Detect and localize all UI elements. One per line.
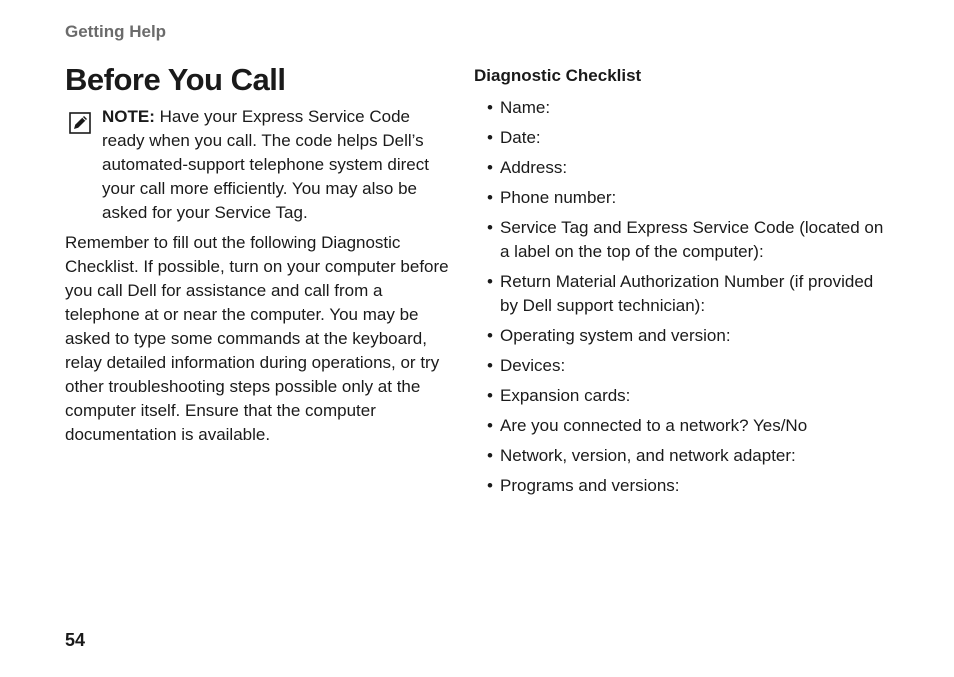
checklist-item-text: Phone number: [500, 188, 617, 207]
checklist-title: Diagnostic Checklist [474, 66, 642, 85]
body-paragraph: Remember to fill out the following Diagnostic Checklist. If possible, turn on your computer before you call Dell for assistance and call from a telephone at or near the computer. You may be asked to type some commands at the keyboard, relay detailed information during operations, or try other troubleshooting steps possible only at the computer itself. Ensure that the computer documentation is available. [65, 233, 449, 444]
checklist-item-text: Are you connected to a network? Yes/No [500, 416, 808, 435]
bullet: • [487, 416, 493, 435]
section-header: Getting Help [65, 22, 167, 41]
bullet: • [487, 386, 493, 405]
bullet: • [487, 356, 493, 375]
checklist-item [487, 216, 887, 264]
checklist-item-text: Return Material Authorization Number (if provided by Dell support technician): [500, 272, 874, 315]
bullet: • [487, 128, 493, 147]
checklist-item-text: Devices: [500, 356, 566, 375]
checklist-item [487, 186, 887, 210]
checklist-item-text: Programs and versions: [500, 476, 680, 495]
note-block [65, 105, 455, 225]
bullet: • [487, 476, 493, 495]
bullet: • [487, 158, 493, 177]
note-pencil-icon [69, 112, 91, 134]
checklist-item-text: Service Tag and Express Service Code (located on a label on the top of the computer): [500, 218, 884, 261]
checklist-item [487, 444, 887, 468]
diagnostic-checklist [487, 96, 887, 504]
bullet: • [487, 446, 493, 465]
checklist-item [487, 96, 887, 120]
bullet: • [487, 98, 493, 117]
checklist-item-text: Network, version, and network adapter: [500, 446, 796, 465]
checklist-item-text: Date: [500, 128, 541, 147]
checklist-item-text: Expansion cards: [500, 386, 631, 405]
note-label: NOTE: [102, 107, 155, 126]
checklist-item [487, 324, 887, 348]
checklist-item-text: Address: [500, 158, 568, 177]
checklist-item [487, 126, 887, 150]
checklist-item-text: Operating system and version: [500, 326, 731, 345]
bullet: • [487, 272, 493, 291]
checklist-item [487, 354, 887, 378]
checklist-item [487, 414, 887, 438]
checklist-item [487, 474, 887, 498]
bullet: • [487, 188, 493, 207]
checklist-item [487, 384, 887, 408]
note-body: Have your Express Service Code ready when you call. The code helps Dell’s automated-support telephone system direct your call more efficiently. You may also be asked for your Service Tag. [102, 107, 429, 222]
checklist-item [487, 270, 887, 318]
page-title: Before You Call [65, 62, 286, 97]
checklist-item [487, 156, 887, 180]
checklist-item-text: Name: [500, 98, 551, 117]
note-text [102, 105, 455, 225]
bullet: • [487, 218, 493, 237]
bullet: • [487, 326, 493, 345]
page-number: 54 [65, 630, 86, 650]
